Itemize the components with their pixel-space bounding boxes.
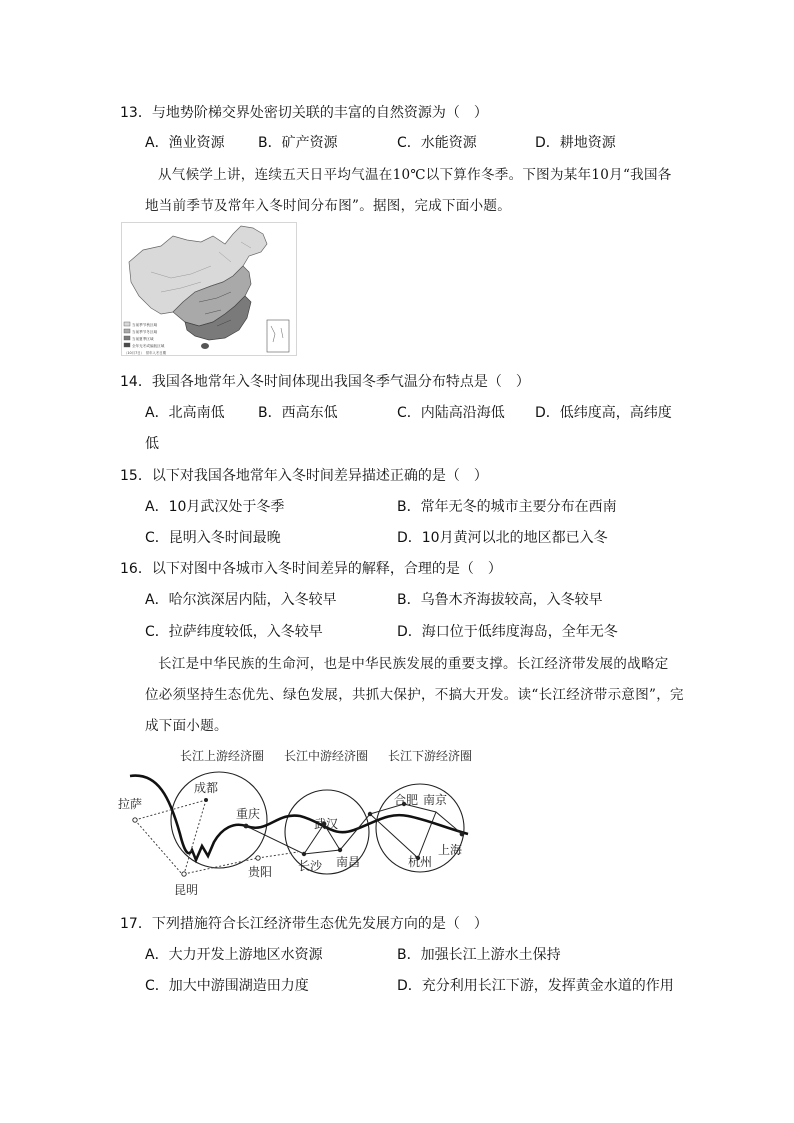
q17-option-b: B．加强长江上游水土保持 bbox=[397, 947, 561, 963]
city-label-chengdu: 成都 bbox=[194, 781, 219, 795]
q17-option-d: D．充分利用长江下游，发挥黄金水道的作用 bbox=[397, 978, 674, 994]
q16-option-a: A．哈尔滨深居内陆，入冬较早 bbox=[145, 592, 337, 608]
legend-item: 当前季节秋区域 bbox=[132, 323, 158, 327]
passage2-line1: 长江是中华民族的生命河，也是中华民族发展的重要支撑。长江经济带发展的战略定 bbox=[158, 656, 669, 672]
city-label-shanghai: 上海 bbox=[438, 843, 463, 857]
city-dot bbox=[256, 856, 260, 860]
city-label-wuhan: 武汉 bbox=[314, 817, 339, 831]
passage1-line2: 地当前季节及常年入冬时间分布图”。据图，完成下面小题。 bbox=[145, 198, 512, 214]
q16-stem: 16．以下对图中各城市入冬时间差异的解释，合理的是（ ） bbox=[120, 561, 502, 577]
q13-option-b: B．矿产资源 bbox=[258, 135, 338, 151]
passage2-line2: 位必须坚持生态优先、绿色发展，共抓大保护，不搞大开发。读“长江经济带示意图”，完 bbox=[145, 687, 684, 703]
hainan-island bbox=[201, 343, 209, 349]
city-label-chongqing: 重庆 bbox=[236, 807, 261, 821]
city-label-kunming: 昆明 bbox=[174, 883, 199, 897]
city-label-guiyang: 贵阳 bbox=[248, 865, 273, 879]
route-lasa-kunming bbox=[135, 820, 182, 874]
passage2-line3: 成下面小题。 bbox=[145, 718, 228, 734]
passage1-line1: 从气候学上讲，连续五天日平均气温在10℃以下算作冬季。下图为某年10月“我国各 bbox=[158, 167, 672, 183]
city-label-hefei: 合肥 bbox=[394, 793, 419, 807]
city-dot bbox=[338, 848, 342, 852]
q14-option-c: C．内陆高沿海低 bbox=[397, 405, 505, 421]
city-label-lasa: 拉萨 bbox=[118, 797, 143, 811]
city-label-nanchang: 南昌 bbox=[336, 855, 361, 869]
q13-option-a: A．渔业资源 bbox=[145, 135, 225, 151]
city-dot bbox=[204, 798, 208, 802]
city-dot bbox=[182, 872, 186, 876]
upper-circle-label: 长江上游经济圈 bbox=[180, 749, 265, 763]
city-dot bbox=[244, 824, 249, 829]
q15-option-a: A．10月武汉处于冬季 bbox=[145, 499, 285, 515]
q13-stem: 13．与地势阶梯交界处密切关联的丰富的自然资源为（ ） bbox=[120, 105, 488, 121]
q13-option-d: D．耕地资源 bbox=[535, 135, 616, 151]
q15-option-b: B．常年无冬的城市主要分布在西南 bbox=[397, 499, 617, 515]
map-caption: （10月7日） 常年入冬日期 bbox=[124, 351, 167, 355]
q13-option-c: C．水能资源 bbox=[397, 135, 477, 151]
q14-stem: 14．我国各地常年入冬时间体现出我国冬季气温分布特点是（ ） bbox=[120, 374, 530, 390]
q16-option-c: C．拉萨纬度较低，入冬较早 bbox=[145, 624, 323, 640]
south-china-sea-inset bbox=[267, 320, 289, 352]
q17-stem: 17．下列措施符合长江经济带生态优先发展方向的是（ ） bbox=[120, 916, 488, 932]
q15-option-c: C．昆明入冬时间最晚 bbox=[145, 530, 281, 546]
city-dot bbox=[460, 832, 465, 837]
yangtze-economic-belt-diagram bbox=[118, 742, 478, 900]
q15-stem: 15．以下对我国各地常年入冬时间差异描述正确的是（ ） bbox=[120, 468, 488, 484]
city-dot bbox=[133, 818, 137, 822]
china-winter-map bbox=[121, 222, 297, 356]
q16-option-b: B．乌鲁木齐海拔较高，入冬较早 bbox=[397, 592, 603, 608]
q15-option-d: D．10月黄河以北的地区都已入冬 bbox=[397, 530, 608, 546]
city-label-nanjing: 南京 bbox=[423, 793, 448, 807]
q14-option-d-wrap: 低 bbox=[145, 436, 159, 452]
lower-circle-label: 长江下游经济圈 bbox=[388, 749, 473, 763]
q14-option-d: D．低纬度高，高纬度 bbox=[535, 405, 672, 421]
yangtze-river bbox=[130, 776, 468, 860]
city-label-changsha: 长沙 bbox=[298, 859, 323, 873]
q16-option-d: D．海口位于低纬度海岛，全年无冬 bbox=[397, 624, 618, 640]
legend-item: 当前夏季区域 bbox=[132, 337, 154, 341]
city-dot bbox=[302, 852, 306, 856]
q17-option-c: C．加大中游围湖造田力度 bbox=[145, 978, 309, 994]
middle-circle-label: 长江中游经济圈 bbox=[284, 749, 369, 763]
q14-option-b: B．西高东低 bbox=[258, 405, 338, 421]
city-label-hangzhou: 杭州 bbox=[408, 855, 433, 869]
city-dot bbox=[368, 812, 372, 816]
q14-option-a: A．北高南低 bbox=[145, 405, 225, 421]
q17-option-a: A．大力开发上游地区水资源 bbox=[145, 947, 323, 963]
legend-item: 当前季节冬区域 bbox=[132, 330, 158, 334]
legend-item: 全年无冬或偏低区域 bbox=[132, 344, 165, 348]
route-chengdu-kunming bbox=[184, 800, 206, 874]
